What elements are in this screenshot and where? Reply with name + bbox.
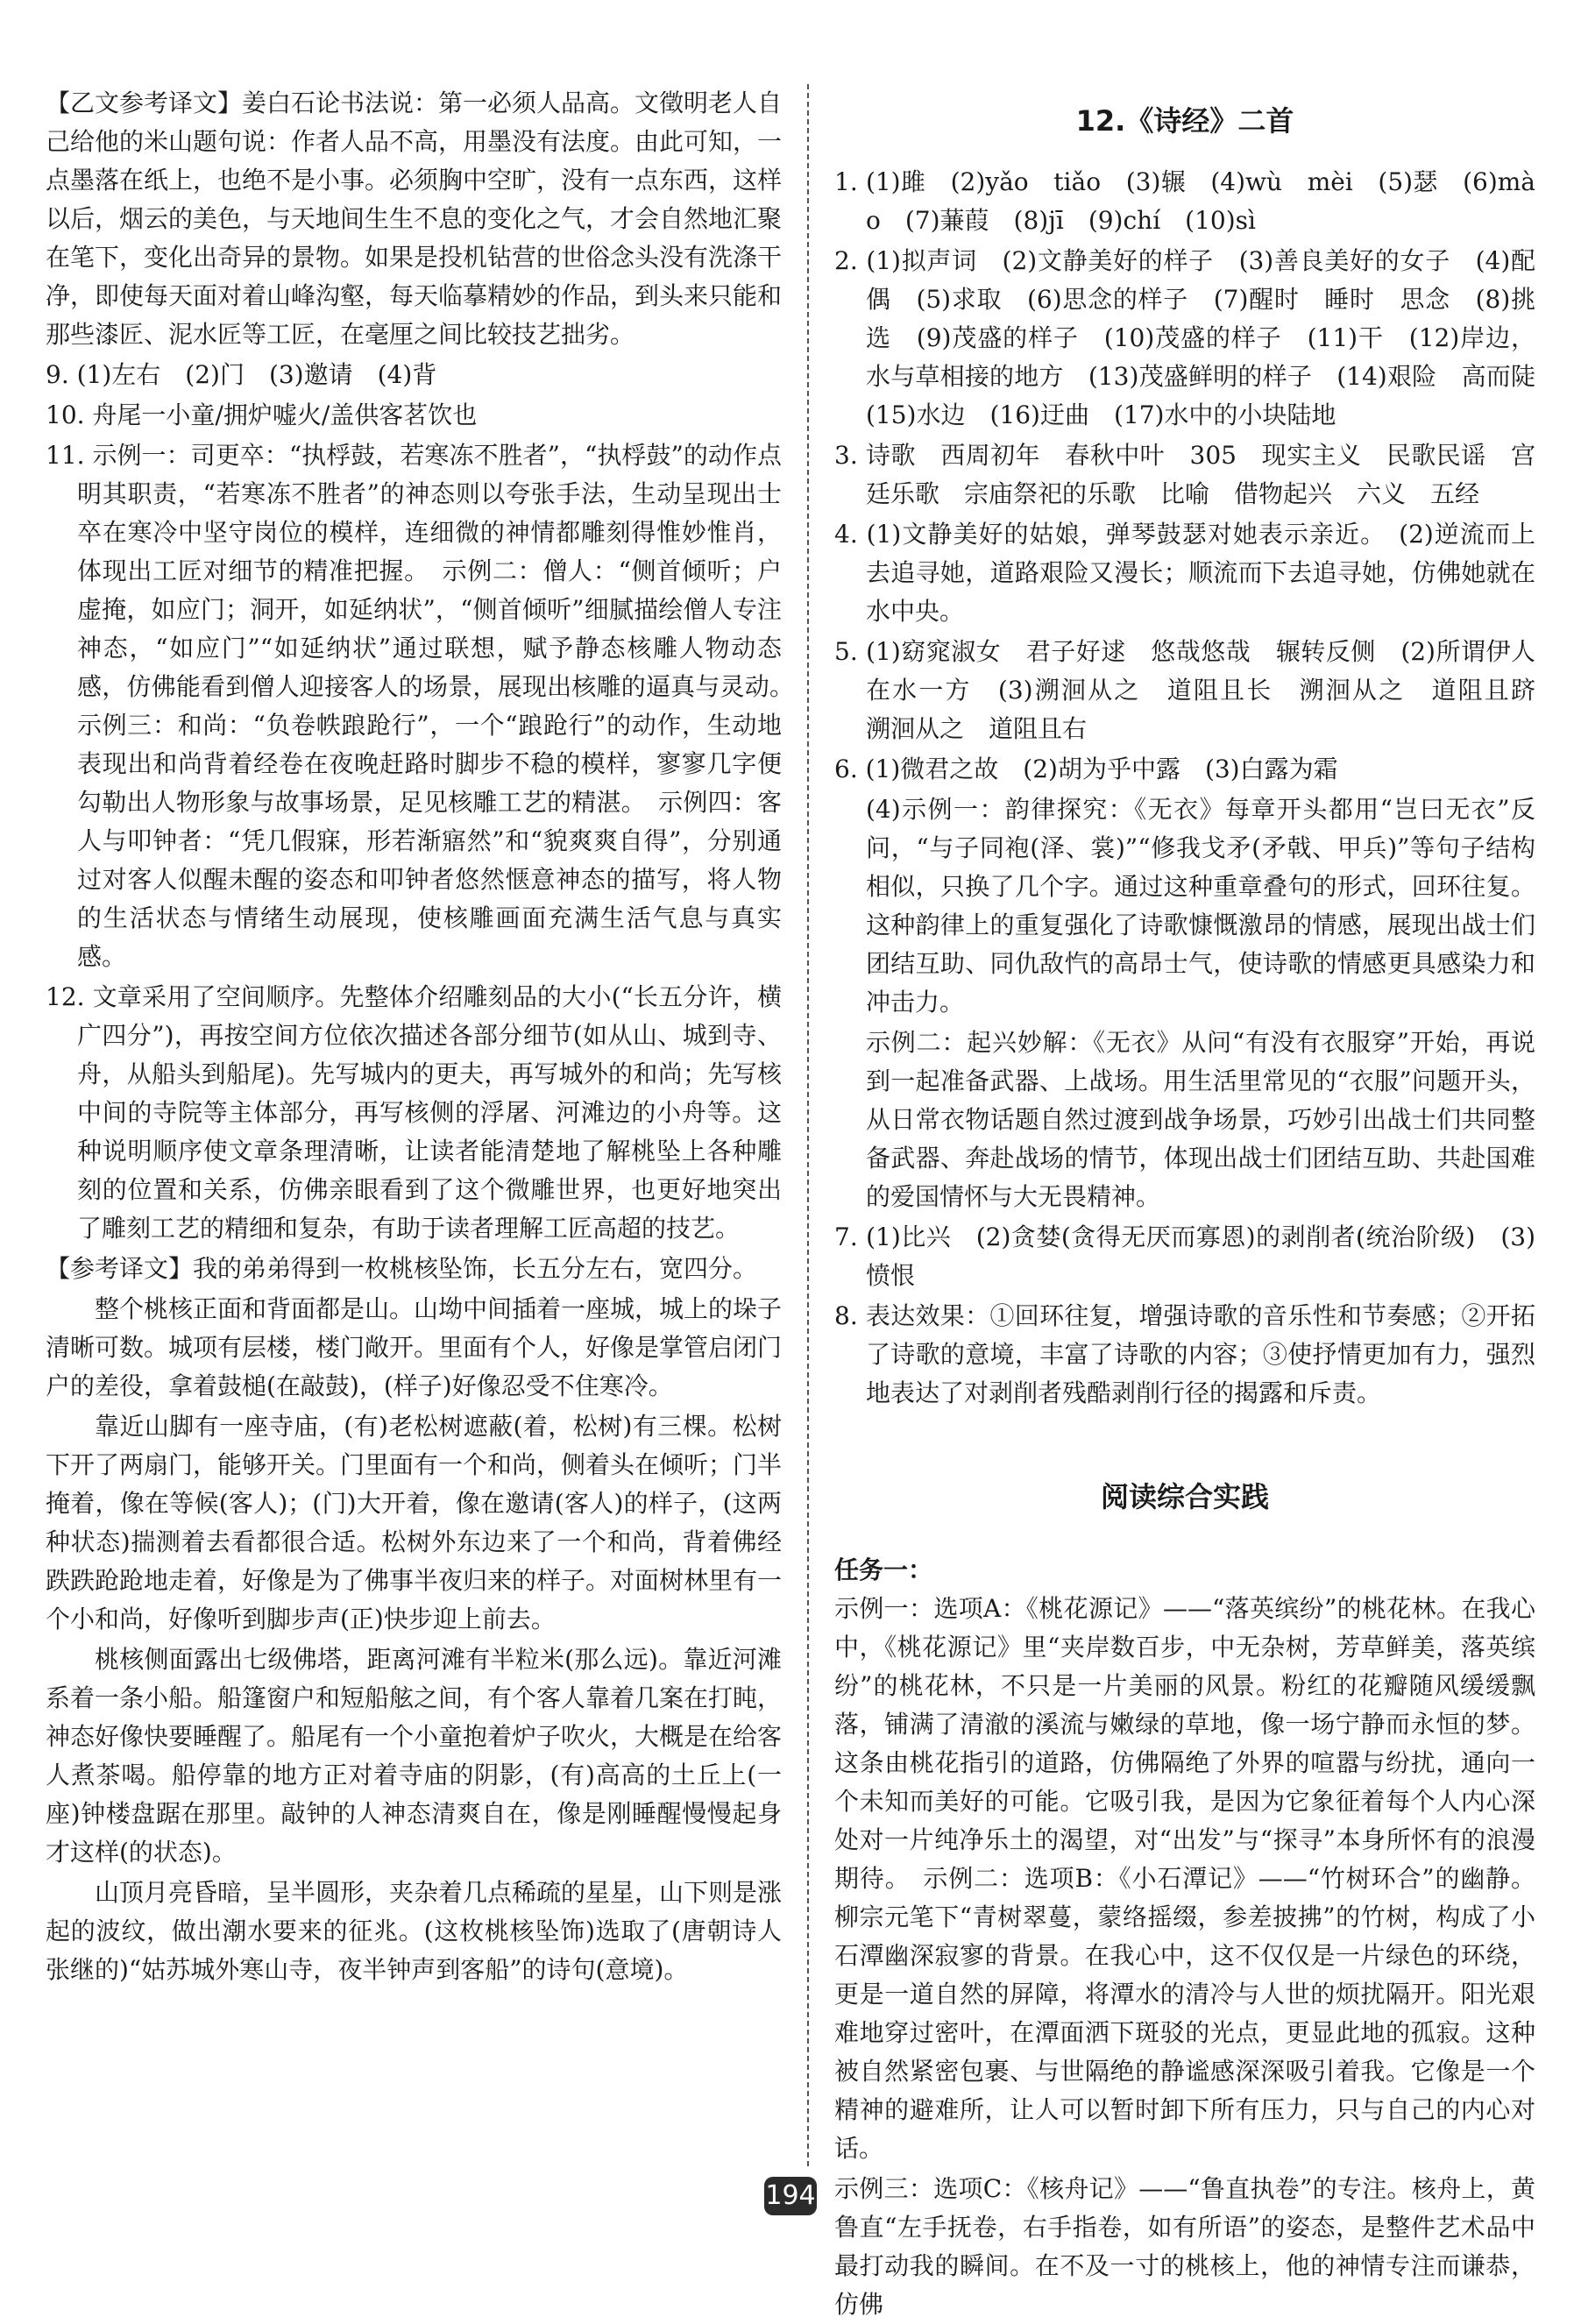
reference-translation-intro: 【参考译文】我的弟弟得到一枚桃核坠饰，长五分左右，宽四分。 [46, 1254, 758, 1283]
page-number: 194 [764, 2177, 817, 2215]
answer-8: 8. 表达效果：①回环往复，增强诗歌的音乐性和节奏感；②开拓了诗歌的意境，丰富了诗歌的内容；③使抒情更加有力，强烈地表达了对剥削者残酷剥削行径的揭露和斥责。 [834, 1301, 1535, 1407]
answer-4: 4. (1)文静美好的姑娘，弹琴鼓瑟对她表示亲近。 (2)逆流而上去追寻她，道路艰险又漫长；顺流而下去追寻她，仿佛她就在水中央。 [834, 520, 1535, 626]
section-title-shijing: 12.《诗经》二首 [1075, 104, 1294, 138]
answer-12: 12. 文章采用了空间顺序。先整体介绍雕刻品的大小(“长五分许，横广四分”)，再按空间方位依次描述各部分细节(如从山、城到寺、舟，从船头到船尾)。先写城内的更夫，再写城外的和尚；先写核中间的寺院等主体部分，再写核侧的浮屠、河滩边的小舟等。这种说明顺序使文章条理清晰，让读者能清楚地了解桃坠上各种雕刻的位置和关系，仿佛亲眼看到了这个微雕世界，也更好地突出了雕刻工艺的精细和复杂，有助于读者理解工匠高超的技艺。 [46, 982, 782, 1243]
answer-5: 5. (1)窈窕淑女 君子好逑 悠哉悠哉 辗转反侧 (2)所谓伊人 在水一方 (3)溯洄从之 道阻且长 溯洄从之 道阻且跻 溯洄从之 道阻且右 [834, 637, 1561, 743]
right-column [834, 84, 1561, 2319]
answer-7: 7. (1)比兴 (2)贪婪(贪得无厌而寡恩)的剥削者(统治阶级) (3)愤恨 [834, 1222, 1535, 1290]
section-title-reading-practice: 阅读综合实践 [1100, 1480, 1269, 1513]
answer-2: 2. (1)拟声词 (2)文静美好的样子 (3)善良美好的女子 (4)配偶 (5)求取 (6)思念的样子 (7)醒时 睡时 思念 (8)挑选 (9)茂盛的样子 (10)茂盛的样子 (11)干 (12)岸边，水与草相接的地方 (13)茂盛鲜明的样子 (14)艰险 高而陡 (15)水边 (16)迂曲 (17)水中的小块陆地 [834, 246, 1561, 429]
answer-11: 11. 示例一：司更卒：“执桴鼓，若寒冻不胜者”，“执桴鼓”的动作点明其职责，“若寒冻不胜者”的神态则以夸张手法，生动呈现出士卒在寒冷中坚守岗位的模样，连细微的神情都雕刻得惟妙惟肖，体现出工匠对细节的精准把握。 示例二：僧人：“侧首倾听；户虚掩，如应门；洞开，如延纳状”，“侧首倾听”细腻描绘僧人专注神态，“如应门”“如延纳状”通过联想，赋予静态核雕人物动态感，仿佛能看到僧人迎接客人的场景，展现出核雕的逼真与灵动。 示例三：和尚：“负卷帙踉跄行”，一个“踉跄行”的动作，生动地表现出和尚背着经卷在夜晚赶路时脚步不稳的模样，寥寥几字便勾勒出人物形象与故事场景，足见核雕工艺的精湛。 示例四：客人与叩钟者：“凭几假寐，形若渐寤然”和“貌爽爽自得”，分别通过对客人似醒未醒的姿态和叩钟者悠然惬意神态的描写，将人物的生活状态与情绪生动展现，使核雕画面充满生活气息与真实感。 [46, 441, 807, 971]
left-column [46, 84, 807, 2170]
answer-6: 6. (1)微君之故 (2)胡为乎中露 (3)白露为霜 [834, 755, 1338, 783]
answer-9: 9. (1)左右 (2)门 (3)邀请 (4)背 [46, 360, 437, 389]
task-one-examples: 示例一：选项A：《桃花源记》——“落英缤纷”的桃花林。在我心中，《桃花源记》里“夹岸数百步，中无杂树，芳草鲜美，落英缤纷”的桃花林，不只是一片美丽的风景。粉红的花瓣随风缓缓飘落，铺满了清澈的溪流与嫩绿的草地，像一场宁静而永恒的梦。这条由桃花指引的道路，仿佛隔绝了外界的喧嚣与纷扰，通向一个未知而美好的可能。它吸引我，是因为它象征着每个人内心深处对一片纯净乐土的渴望，对“出发”与“探寻”本身所怀有的浪漫期待。 示例二：选项B：《小石潭记》——“竹树环合”的幽静。柳宗元笔下“青树翠蔓，蒙络摇缀，参差披拂”的竹树，构成了小石潭幽深寂寥的背景。在我心中，这不仅仅是一片绿色的环绕，更是一道自然的屏障，将潭水的清冷与人世的烦扰隔开。阳光艰难地穿过密叶，在潭面洒下斑驳的光点，更显此地的孤寂。这种被自然紧密包裹、与世隔绝的静谧感深深吸引着我。它像是一个精神的避难所，让人可以暂时卸下所有压力，只与自己的内心对话。 [834, 1594, 1535, 2163]
answer-1: 1. (1)雎 (2)yǎo tiǎo (3)辗 (4)wù mèi (5)瑟 (6)mào (7)蒹葭 (8)jī (9)chí (10)sì [834, 167, 1535, 235]
answer-6-example-2: 示例二：起兴妙解：《无衣》从问“有没有衣服穿”开始，再说到一起准备武器、上战场。用生活里常见的“衣服”问题开头，从日常衣物话题自然过渡到战争场景，巧妙引出战士们共同整备武器、奔赴战场的情节，体现出战士们团结互助、共赴国难的爱国情怀与大无畏精神。 [866, 1028, 1535, 1211]
task-one-example-3: 示例三：选项C：《核舟记》——“鲁直执卷”的专注。核舟上，黄鲁直“左手抚卷，右手指卷，如有所语”的姿态，是整件艺术品中最打动我的瞬间。在不及一寸的桃核上，他的神情专注而谦恭，仿佛 [834, 2174, 1535, 2319]
answer-10: 10. 舟尾一小童/拥炉嘘火/盖供客茗饮也 [46, 400, 478, 429]
translation-paragraph: 靠近山脚有一座寺庙，(有)老松树遮蔽(着，松树)有三棵。松树下开了两扇门，能够开关。门里面有一个和尚，侧着头在倾听；门半掩着，像在等候(客人)；(门)大开着，像在邀请(客人)的样子，(这两种状态)揣测着去看都很合适。松树外东边来了一个和尚，背着佛经跌跌跄跄地走着，好像是为了佛事半夜归来的样子。对面树林里有一个小和尚，好像听到脚步声(正)快步迎上前去。 [46, 1412, 783, 1633]
answer-6-example-1: (4)示例一：韵律探究：《无衣》每章开头都用“岂曰无衣”反问，“与子同袍(泽、裳)”“修我戈矛(矛戟、甲兵)”等句子结构相似，只换了几个字。通过这种重章叠句的形式，回环往复。这种韵律上的重复强化了诗歌慷慨激昂的情感，展现出战士们团结互助、同仇敌忾的高昂士气，使诗歌的情感更具感染力和冲击力。 [866, 795, 1535, 1017]
task-one-label: 任务一： [834, 1555, 933, 1584]
yiwen-translation: 【乙文参考译文】姜白石论书法说：第一必须人品高。文徵明老人自己给他的米山题句说：作者人品不高，用墨没有法度。由此可知，一点墨落在纸上，也绝不是小事。必须胸中空旷，没有一点东西，这样以后，烟云的美色，与天地间生生不息的变化之气，才会自然地汇聚在笔下，变化出奇异的景物。如果是投机钻营的世俗念头没有洗涤干净，即使每天面对着山峰沟壑，每天临摹精妙的作品，到头来只能和那些漆匠、泥水匠等工匠，在毫厘之间比较技艺拙劣。 [46, 89, 783, 349]
translation-paragraph: 山顶月亮昏暗，呈半圆形，夹杂着几点稀疏的星星，山下则是涨起的波纹，做出潮水要来的征兆。(这枚桃核坠饰)选取了(唐朝诗人张继的)“姑苏城外寒山寺，夜半钟声到客船”的诗句(意境)。 [46, 1878, 783, 1984]
translation-paragraph: 整个桃核正面和背面都是山。山坳中间插着一座城，城上的垛子清晰可数。城项有层楼，楼门敞开。里面有个人，好像是掌管启闭门户的差役，拿着鼓槌(在敲鼓)，(样子)好像忍受不住寒冷。 [46, 1294, 783, 1400]
answer-3: 3. 诗歌 西周初年 春秋中叶 305 现实主义 民歌民谣 宫廷乐歌 宗庙祭祀的乐歌 比喻 借物起兴 六义 五经 [834, 441, 1535, 508]
translation-paragraph: 桃核侧面露出七级佛塔，距离河滩有半粒米(那么远)。靠近河滩系着一条小船。船篷窗户和短船舷之间，有个客人靠着几案在打盹，神态好像快要睡醒了。船尾有一个小童抱着炉子吹火，大概是在给客人煮茶喝。船停靠的地方正对着寺庙的阴影，(有)高高的土丘上(一座)钟楼盘踞在那里。敲钟的人神态清爽自在，像是刚睡醒慢慢起身才这样(的状态)。 [46, 1645, 783, 1867]
column-divider [807, 84, 809, 2166]
